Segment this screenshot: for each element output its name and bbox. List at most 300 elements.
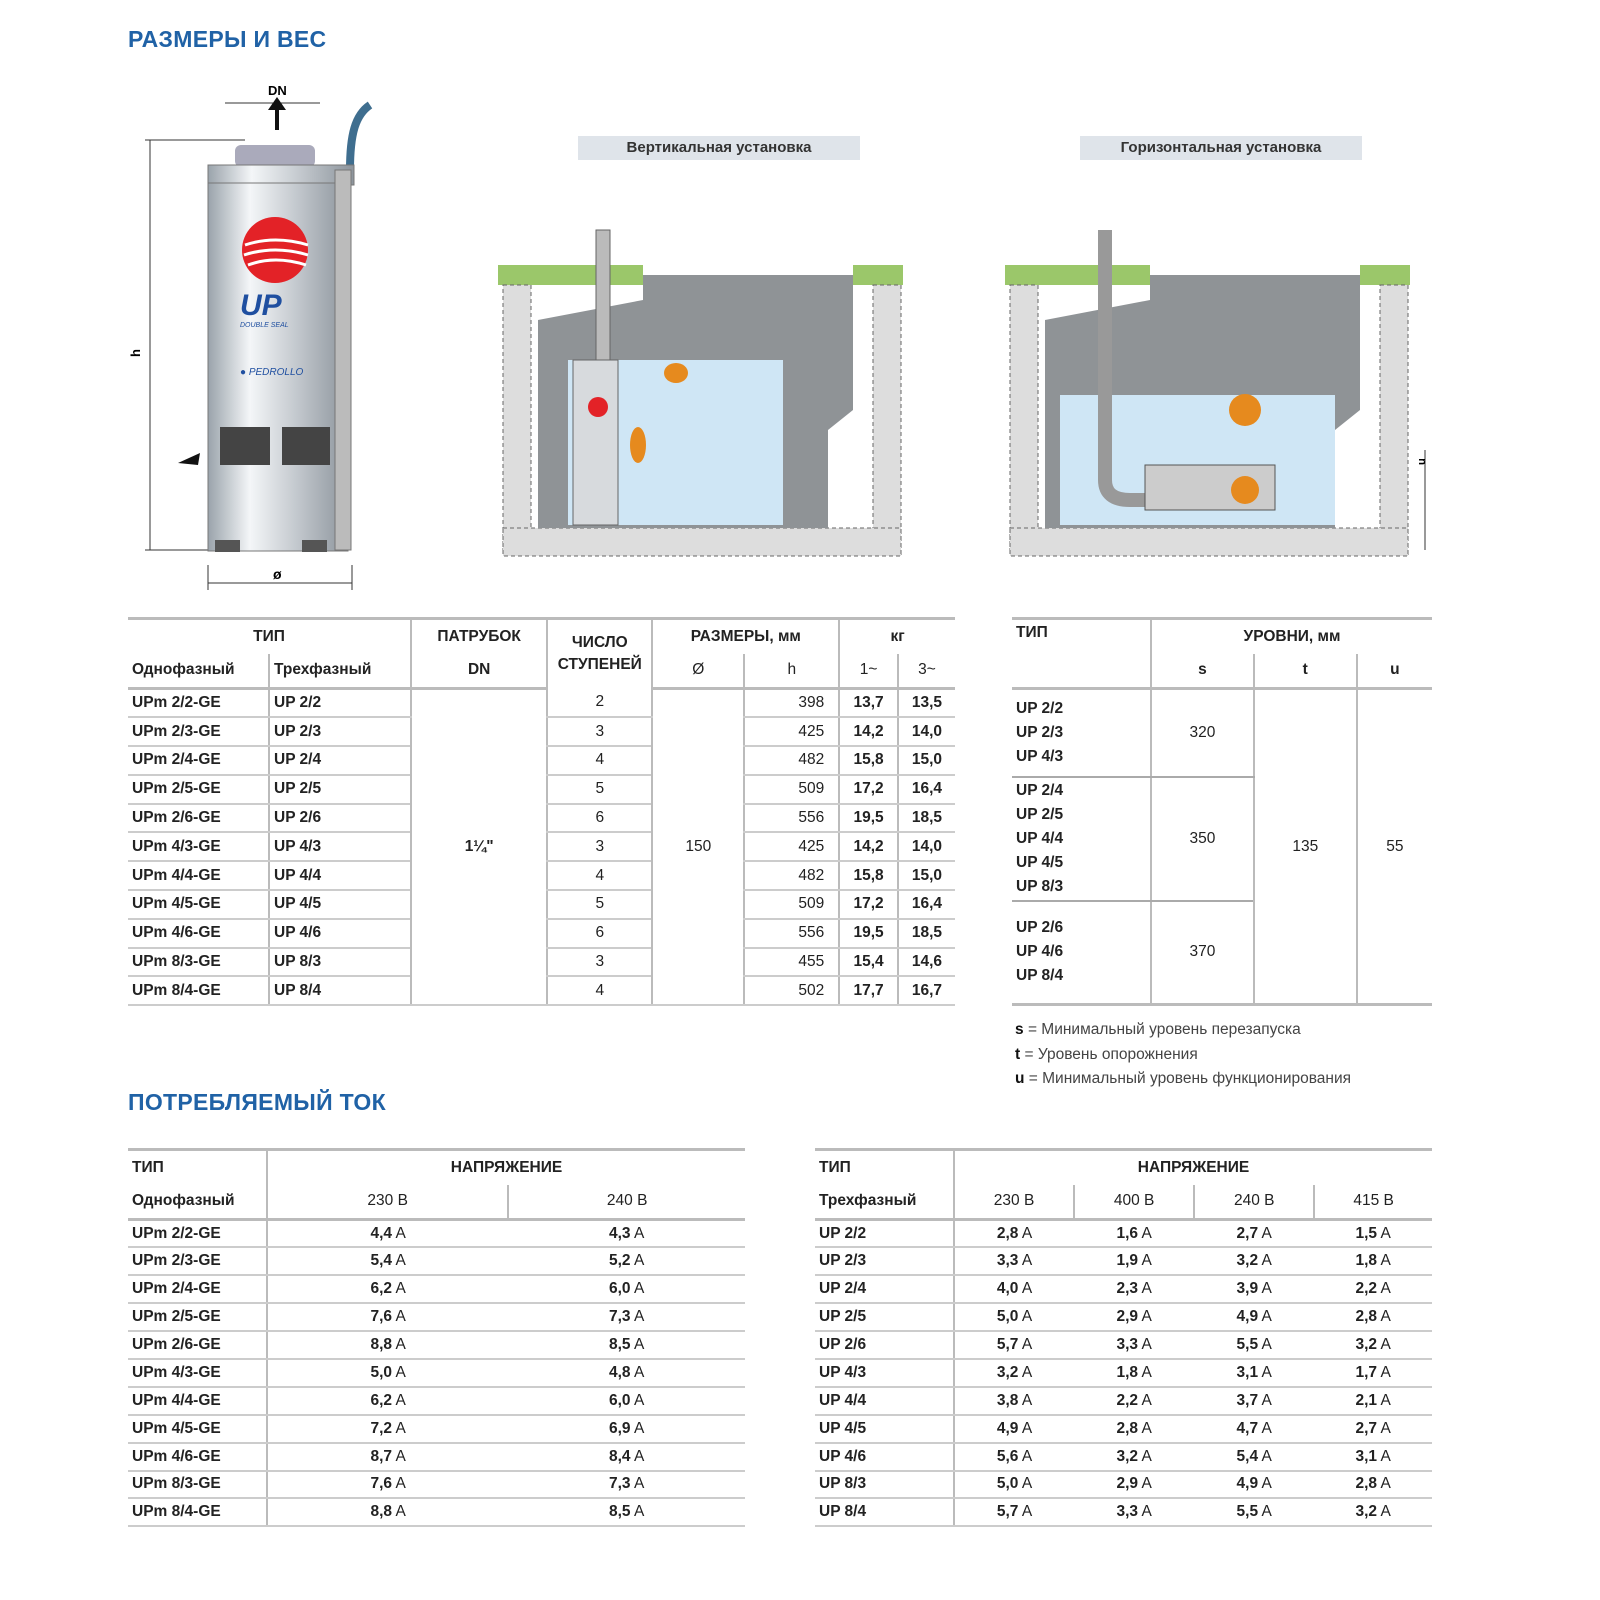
table-cell: 370	[1151, 901, 1254, 1005]
table-cell: 6	[547, 919, 652, 948]
unit-label: A	[392, 1475, 406, 1493]
vertical-install-diagram	[498, 210, 908, 560]
table-cell	[1194, 1387, 1314, 1415]
table-cell: 19,5	[839, 919, 898, 948]
table-cell: UP 2/3	[815, 1247, 954, 1275]
table-row	[128, 1443, 745, 1471]
unit-label: A	[1138, 1503, 1152, 1521]
unit-label: A	[1138, 1336, 1152, 1353]
table-cell: 18,5	[898, 804, 955, 833]
table-cell: UP 2/6	[815, 1331, 954, 1359]
table-cell: 482	[744, 861, 839, 890]
current-value: 7,3	[608, 1308, 631, 1326]
current-value: 1,5	[1355, 1224, 1378, 1242]
table-cell	[954, 1387, 1074, 1415]
unit-label: A	[1258, 1447, 1272, 1465]
table-cell	[1194, 1415, 1314, 1443]
table-cell: ЧИСЛО СТУПЕНЕЙ	[547, 619, 652, 689]
unit-label: A	[630, 1363, 645, 1381]
table-cell: UP 2/6	[269, 804, 411, 833]
unit-label: A	[1138, 1280, 1152, 1298]
current-value: 2,8	[1355, 1475, 1378, 1493]
table-cell: 5	[547, 890, 652, 919]
table-row	[815, 1275, 1432, 1303]
table-cell	[1074, 1471, 1194, 1499]
current-value: 5,0	[996, 1475, 1019, 1493]
unit-label: A	[1138, 1447, 1152, 1465]
table-cell: 398	[744, 689, 839, 718]
current-single-phase-table	[128, 1148, 745, 1527]
table-cell	[267, 1387, 508, 1415]
table-cell	[1074, 1303, 1194, 1331]
table-cell: UP 2/2 UP 2/3 UP 4/3	[1012, 689, 1151, 777]
table-cell: UPm 8/3-GE	[128, 1471, 267, 1499]
unit-label: A	[1377, 1447, 1391, 1465]
table-cell	[954, 1220, 1074, 1248]
table-cell	[1194, 1220, 1314, 1248]
table-cell: 14,2	[839, 832, 898, 861]
current-value: 2,8	[1355, 1308, 1378, 1326]
table-cell	[954, 1275, 1074, 1303]
unit-label: A	[1018, 1280, 1033, 1298]
current-value: 6,2	[370, 1280, 393, 1298]
unit-label: A	[1377, 1391, 1391, 1409]
table-cell: u	[1357, 654, 1432, 689]
table-cell: Трехфазный	[815, 1185, 954, 1220]
table-cell	[1074, 1220, 1194, 1248]
unit-label: A	[630, 1280, 645, 1298]
unit-label: A	[1018, 1363, 1033, 1381]
unit-label: A	[630, 1336, 645, 1353]
unit-label: A	[1018, 1419, 1033, 1437]
table-row	[815, 1443, 1432, 1471]
unit-label: A	[1377, 1252, 1391, 1270]
table-cell: UP 4/5	[815, 1415, 954, 1443]
table-cell	[954, 1443, 1074, 1471]
table-cell: Однофазный	[128, 1185, 267, 1220]
table-cell: 14,0	[898, 717, 955, 746]
table-cell: h	[744, 654, 839, 689]
unit-label: A	[630, 1447, 645, 1465]
unit-label: A	[1377, 1363, 1391, 1381]
table-cell: 17,2	[839, 775, 898, 804]
table-cell: UP 2/3	[269, 717, 411, 746]
unit-label: A	[392, 1503, 406, 1521]
table-cell	[1074, 1498, 1194, 1526]
table-row	[128, 1471, 745, 1499]
table-cell	[954, 1415, 1074, 1443]
unit-label: A	[1258, 1280, 1272, 1298]
current-value: 3,2	[996, 1363, 1019, 1381]
table-cell: UP 4/3	[269, 832, 411, 861]
table-cell: UPm 8/4-GE	[128, 1498, 267, 1526]
current-value: 5,7	[996, 1336, 1019, 1353]
table-cell: 1~	[839, 654, 898, 689]
table-cell: UP 2/5	[269, 775, 411, 804]
table-cell	[508, 1247, 745, 1275]
current-value: 3,1	[1236, 1363, 1259, 1381]
current-value: 1,8	[1355, 1252, 1378, 1270]
unit-label: A	[1018, 1224, 1033, 1242]
table-cell: 15,0	[898, 861, 955, 890]
current-value: 8,8	[370, 1336, 393, 1353]
unit-label: A	[392, 1336, 406, 1353]
table-cell: UPm 2/3-GE	[128, 717, 269, 746]
current-value: 2,8	[996, 1224, 1019, 1242]
unit-label: A	[1258, 1224, 1272, 1242]
table-cell	[1074, 1387, 1194, 1415]
current-value: 3,2	[1236, 1252, 1259, 1270]
unit-label: A	[392, 1252, 406, 1270]
table-cell: 455	[744, 948, 839, 977]
table-row	[128, 1220, 745, 1248]
table-row	[128, 1150, 745, 1185]
table-cell	[508, 1415, 745, 1443]
table-cell: 3	[547, 948, 652, 977]
table-cell	[954, 1331, 1074, 1359]
dimensions-weight-table	[128, 617, 955, 1006]
current-value: 6,9	[608, 1419, 631, 1437]
table-cell	[1074, 1331, 1194, 1359]
table-cell: DN	[411, 654, 547, 689]
svg-text:DN: DN	[268, 83, 287, 98]
current-value: 6,2	[370, 1391, 393, 1409]
table-cell: UP 4/5	[269, 890, 411, 919]
table-cell: UP 4/4	[269, 861, 411, 890]
current-value: 3,8	[996, 1391, 1019, 1409]
table-cell: UP 2/6 UP 4/6 UP 8/4	[1012, 901, 1151, 1005]
current-value: 5,4	[1236, 1447, 1259, 1465]
table-cell: УРОВНИ, мм	[1151, 619, 1432, 654]
table-cell: 425	[744, 717, 839, 746]
current-value: 5,6	[996, 1447, 1019, 1465]
table-cell	[1314, 1220, 1432, 1248]
table-cell	[1314, 1498, 1432, 1526]
horizontal-install-label: Горизонтальная установка	[1080, 136, 1362, 160]
svg-text:ø: ø	[273, 566, 282, 582]
current-value: 4,3	[608, 1224, 631, 1242]
table-cell: UP 4/6	[815, 1443, 954, 1471]
table-cell: ТИП	[128, 619, 411, 654]
current-value: 3,3	[1116, 1503, 1139, 1521]
table-cell	[267, 1471, 508, 1499]
unit-label: A	[1138, 1224, 1152, 1242]
table-cell: 240 В	[1194, 1185, 1314, 1220]
table-cell	[1074, 1359, 1194, 1387]
table-cell	[954, 1498, 1074, 1526]
table-cell	[1194, 1331, 1314, 1359]
dimensions-title: РАЗМЕРЫ И ВЕС	[128, 26, 327, 52]
table-cell: UP 4/4	[815, 1387, 954, 1415]
table-cell: 55	[1357, 689, 1432, 1005]
unit-label: A	[392, 1308, 406, 1326]
table-cell: UPm 4/4-GE	[128, 1387, 267, 1415]
legend-t: t = Уровень опорожнения	[1015, 1045, 1198, 1063]
unit-label: A	[1377, 1475, 1391, 1493]
table-cell	[1074, 1443, 1194, 1471]
table-cell: ПАТРУБОК	[411, 619, 547, 654]
table-cell: UP 2/4	[815, 1275, 954, 1303]
svg-text:h: h	[128, 349, 143, 357]
table-cell: ТИП	[1012, 619, 1151, 689]
unit-label: A	[1018, 1447, 1033, 1465]
unit-label: A	[1018, 1391, 1033, 1409]
table-cell: UP 2/2	[269, 689, 411, 718]
current-value: 1,9	[1116, 1252, 1139, 1270]
table-cell: 4	[547, 861, 652, 890]
unit-label: A	[1377, 1308, 1391, 1326]
table-cell	[267, 1415, 508, 1443]
unit-label: A	[1138, 1391, 1152, 1409]
table-cell	[508, 1303, 745, 1331]
unit-label: A	[630, 1224, 645, 1242]
current-value: 8,7	[370, 1447, 393, 1465]
table-cell: UP 2/5	[815, 1303, 954, 1331]
unit-label: A	[1258, 1308, 1272, 1326]
table-cell	[508, 1275, 745, 1303]
table-cell: UP 4/3	[815, 1359, 954, 1387]
unit-label: A	[392, 1391, 406, 1409]
current-value: 2,7	[1355, 1419, 1378, 1437]
current-value: 2,7	[1236, 1224, 1259, 1242]
table-cell: s	[1151, 654, 1254, 689]
table-cell	[954, 1303, 1074, 1331]
unit-label: A	[1258, 1252, 1272, 1270]
unit-label: A	[1258, 1363, 1272, 1381]
table-row	[815, 1185, 1432, 1220]
unit-label: A	[1138, 1252, 1152, 1270]
unit-label: A	[1018, 1336, 1033, 1353]
current-value: 7,2	[370, 1419, 393, 1437]
table-cell: 230 В	[954, 1185, 1074, 1220]
table-cell: кг	[839, 619, 955, 654]
unit-label: A	[1258, 1419, 1272, 1437]
table-cell	[508, 1331, 745, 1359]
current-value: 5,5	[1236, 1336, 1259, 1353]
table-cell	[267, 1275, 508, 1303]
unit-label: A	[1138, 1475, 1152, 1493]
table-cell: UPm 4/3-GE	[128, 1359, 267, 1387]
table-row	[128, 1331, 745, 1359]
table-row	[815, 1303, 1432, 1331]
table-cell: 14,6	[898, 948, 955, 977]
current-value: 4,0	[996, 1280, 1019, 1298]
table-cell: UPm 4/6-GE	[128, 919, 269, 948]
table-cell: UPm 2/2-GE	[128, 689, 269, 718]
table-cell: 150	[652, 689, 744, 1006]
unit-label: A	[392, 1280, 406, 1298]
current-value: 2,2	[1355, 1280, 1378, 1298]
table-cell: UPm 2/6-GE	[128, 804, 269, 833]
unit-label: A	[630, 1391, 645, 1409]
table-cell	[1314, 1387, 1432, 1415]
table-cell: Трехфазный	[269, 654, 411, 689]
unit-label: A	[630, 1475, 645, 1493]
table-cell: 230 В	[267, 1185, 508, 1220]
table-cell: UPm 2/6-GE	[128, 1331, 267, 1359]
table-cell: 16,4	[898, 890, 955, 919]
unit-label: A	[1138, 1363, 1152, 1381]
table-row	[128, 689, 955, 718]
table-cell	[1314, 1443, 1432, 1471]
table-row	[815, 1247, 1432, 1275]
table-cell: 17,7	[839, 976, 898, 1005]
current-value: 3,1	[1355, 1447, 1378, 1465]
table-cell: 16,4	[898, 775, 955, 804]
unit-label: A	[1377, 1503, 1391, 1521]
current-value: 3,7	[1236, 1391, 1259, 1409]
table-cell: UPm 2/5-GE	[128, 775, 269, 804]
table-cell	[1194, 1359, 1314, 1387]
table-cell: UPm 4/5-GE	[128, 890, 269, 919]
table-cell: UPm 2/3-GE	[128, 1247, 267, 1275]
table-cell	[267, 1303, 508, 1331]
table-cell	[1194, 1275, 1314, 1303]
table-cell: UP 8/4	[815, 1498, 954, 1526]
table-cell: 4	[547, 976, 652, 1005]
table-cell: 350	[1151, 777, 1254, 901]
svg-text:● PEDROLLO: ● PEDROLLO	[240, 367, 304, 378]
table-cell: 3~	[898, 654, 955, 689]
pump-drawing	[120, 75, 390, 595]
current-value: 8,5	[608, 1336, 631, 1353]
table-cell: 556	[744, 919, 839, 948]
current-value: 3,2	[1355, 1503, 1378, 1521]
table-cell: ТИП	[815, 1150, 954, 1185]
table-cell	[508, 1387, 745, 1415]
current-value: 4,9	[1236, 1308, 1259, 1326]
levels-legend	[1015, 1018, 1395, 1092]
table-cell: 19,5	[839, 804, 898, 833]
current-value: 5,0	[996, 1308, 1019, 1326]
table-cell: Ø	[652, 654, 744, 689]
current-value: 5,2	[608, 1252, 631, 1270]
current-value: 2,2	[1116, 1391, 1139, 1409]
unit-label: A	[1018, 1475, 1033, 1493]
unit-label: A	[1377, 1419, 1391, 1437]
current-value: 2,8	[1116, 1419, 1139, 1437]
unit-label: A	[1258, 1336, 1272, 1353]
table-cell: НАПРЯЖЕНИЕ	[267, 1150, 745, 1185]
table-row	[815, 1387, 1432, 1415]
table-cell: 14,0	[898, 832, 955, 861]
table-cell: 425	[744, 832, 839, 861]
table-row	[815, 1220, 1432, 1248]
table-cell: 135	[1254, 689, 1357, 1005]
unit-label: A	[630, 1419, 645, 1437]
table-cell: ТИП	[128, 1150, 267, 1185]
table-row	[815, 1331, 1432, 1359]
table-row	[128, 1415, 745, 1443]
unit-label: A	[1018, 1308, 1033, 1326]
table-cell	[267, 1331, 508, 1359]
unit-label: A	[1018, 1252, 1033, 1270]
table-cell: UPm 4/5-GE	[128, 1415, 267, 1443]
current-value: 7,6	[370, 1308, 393, 1326]
unit-label: A	[1377, 1280, 1391, 1298]
unit-label: A	[630, 1503, 645, 1521]
table-cell: UPm 8/4-GE	[128, 976, 269, 1005]
current-value: 5,5	[1236, 1503, 1259, 1521]
table-cell: t	[1254, 654, 1357, 689]
levels-table	[1012, 617, 1432, 1006]
table-cell: 509	[744, 775, 839, 804]
table-row	[128, 1387, 745, 1415]
table-cell	[1074, 1247, 1194, 1275]
unit-label: A	[1258, 1391, 1272, 1409]
current-value: 5,0	[370, 1363, 393, 1381]
horizontal-install-diagram	[1005, 210, 1445, 560]
table-cell: 13,5	[898, 689, 955, 718]
table-cell	[1074, 1275, 1194, 1303]
table-row	[128, 619, 955, 654]
table-cell: 415 В	[1314, 1185, 1432, 1220]
table-row	[815, 1498, 1432, 1526]
unit-label: A	[1138, 1308, 1152, 1326]
table-cell: 240 В	[508, 1185, 745, 1220]
table-row	[128, 1303, 745, 1331]
current-value: 4,9	[996, 1419, 1019, 1437]
table-cell	[508, 1471, 745, 1499]
current-value: 6,0	[608, 1280, 631, 1298]
unit-label: A	[630, 1252, 645, 1270]
current-value: 2,1	[1355, 1391, 1378, 1409]
table-cell	[954, 1471, 1074, 1499]
table-cell: UP 8/4	[269, 976, 411, 1005]
table-row	[128, 1498, 745, 1526]
table-row	[128, 1185, 745, 1220]
table-row	[815, 1359, 1432, 1387]
table-cell: UPm 4/3-GE	[128, 832, 269, 861]
brand-logo: UP	[240, 289, 282, 322]
current-value: 2,9	[1116, 1308, 1139, 1326]
table-cell	[1194, 1443, 1314, 1471]
table-cell	[1314, 1415, 1432, 1443]
table-cell: 5	[547, 775, 652, 804]
table-cell	[1314, 1303, 1432, 1331]
legend-u: u = Минимальный уровень функционирования	[1015, 1070, 1352, 1087]
table-cell	[1314, 1471, 1432, 1499]
current-value: 2,3	[1116, 1280, 1139, 1298]
table-cell: 6	[547, 804, 652, 833]
table-cell: 14,2	[839, 717, 898, 746]
current-value: 7,3	[608, 1475, 631, 1493]
table-cell	[508, 1443, 745, 1471]
table-cell	[508, 1220, 745, 1248]
table-cell	[1194, 1247, 1314, 1275]
table-cell	[267, 1443, 508, 1471]
table-cell: НАПРЯЖЕНИЕ	[954, 1150, 1432, 1185]
table-cell: 17,2	[839, 890, 898, 919]
current-value: 3,9	[1236, 1280, 1259, 1298]
unit-label: A	[392, 1363, 406, 1381]
unit-label: A	[1138, 1419, 1152, 1437]
current-value: 5,7	[996, 1503, 1019, 1521]
table-cell: 509	[744, 890, 839, 919]
unit-label: A	[392, 1224, 406, 1242]
current-value: 3,2	[1116, 1447, 1139, 1465]
table-cell: 3	[547, 832, 652, 861]
current-value: 5,4	[370, 1252, 393, 1270]
table-cell	[954, 1247, 1074, 1275]
table-cell: 482	[744, 746, 839, 775]
table-cell: UPm 2/5-GE	[128, 1303, 267, 1331]
table-cell: 15,8	[839, 746, 898, 775]
legend-s: s = Минимальный уровень перезапуска	[1015, 1021, 1301, 1038]
table-cell: 13,7	[839, 689, 898, 718]
current-value: 8,4	[608, 1447, 631, 1465]
current-value: 4,4	[370, 1224, 393, 1242]
